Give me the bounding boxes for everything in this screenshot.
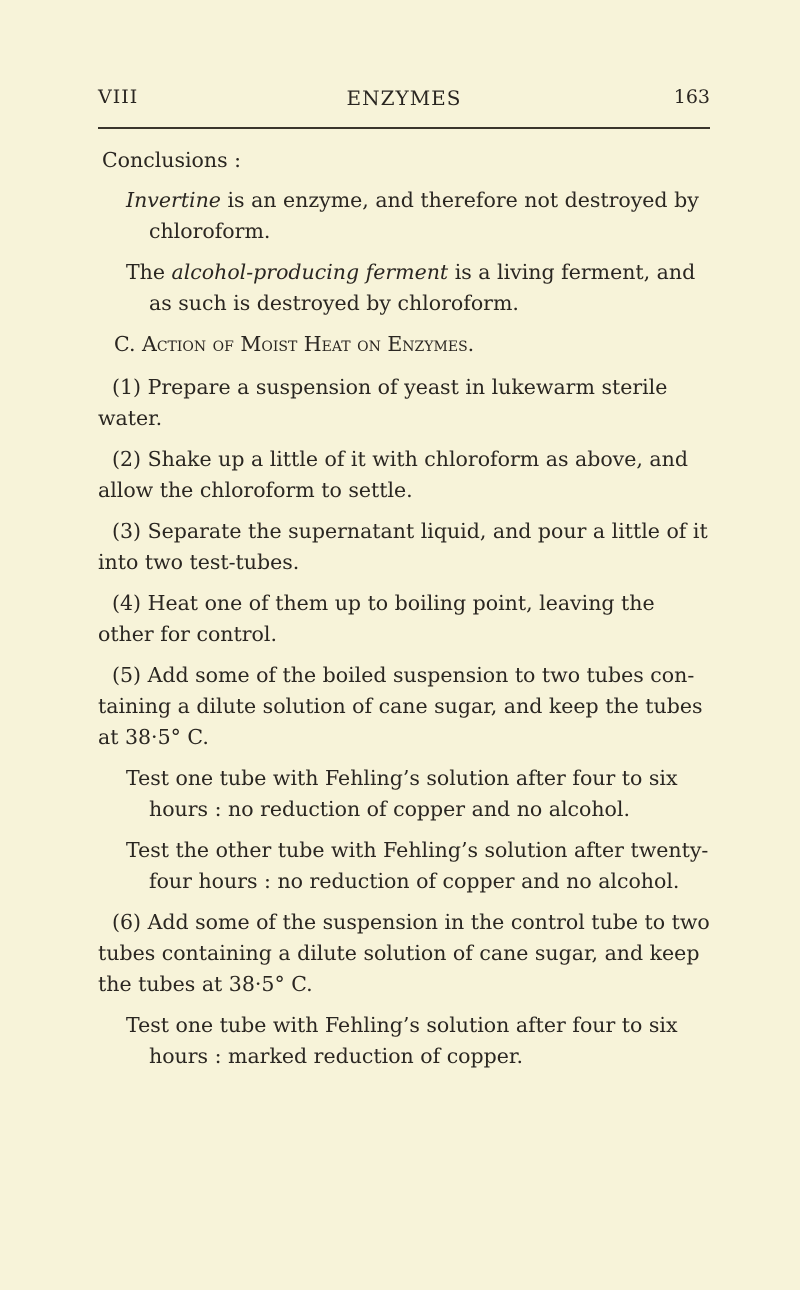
conclusion-invertine-text: is an enzyme, and therefore not destroyed by chloroform. — [149, 188, 699, 243]
step-5-test-1: Test one tube with Fehling’s solution after four to six hours : no reduction of copper and no alcohol. — [126, 766, 678, 821]
step-1 — [98, 372, 710, 434]
step-6 — [98, 907, 710, 1000]
step-3 — [98, 516, 710, 578]
running-title: ENZYMES — [346, 86, 462, 110]
section-letter: C. — [114, 332, 136, 356]
conclusion-ferment-lead: The — [126, 260, 172, 284]
step-2 — [98, 444, 710, 506]
running-header — [98, 86, 710, 116]
page-body — [98, 145, 710, 1082]
conclusion-invertine — [126, 185, 710, 247]
header-rule — [98, 127, 710, 129]
step-6-test-1: Test one tube with Fehling’s solution after four to six hours : marked reduction of copper. — [126, 1013, 678, 1068]
term-alcohol-producing-ferment: alcohol-producing ferment — [171, 260, 449, 284]
step-number: (4) — [112, 591, 142, 615]
conclusions-label: Conclusions : — [102, 148, 242, 172]
step-text: Separate the supernatant liquid, and pour a little of it into two test-tubes. — [98, 519, 708, 574]
step-text: Add some of the boiled suspension to two tubes containing a dilute solution of cane sugar, and keep the tubes at 38·5° C. — [98, 663, 703, 749]
step-text: Shake up a little of it with chloroform as above, and allow the chloroform to settle. — [98, 447, 688, 502]
chapter-number: VIII — [98, 86, 139, 108]
step-text: Add some of the suspension in the control tube to two tubes containing a dilute solution of cane sugar, and keep the tubes at 38·5° C. — [98, 910, 710, 996]
step-5-test-2: Test the other tube with Fehling’s solution after twenty-four hours : no reduction of copper and no alcohol. — [126, 838, 709, 893]
step-number: (5) — [112, 663, 142, 687]
step-4 — [98, 588, 710, 650]
step-number: (6) — [112, 910, 142, 934]
conclusion-ferment-text: is a living ferment, and as such is destroyed by chloroform. — [149, 260, 696, 315]
step-5 — [98, 660, 710, 753]
conclusion-ferment — [126, 257, 710, 319]
step-text: Heat one of them up to boiling point, leaving the other for control. — [98, 591, 655, 646]
step-text: Prepare a suspension of yeast in lukewarm sterile water. — [98, 375, 668, 430]
step-number: (2) — [112, 447, 142, 471]
step-number: (1) — [112, 375, 142, 399]
section-title: Action of Moist Heat on Enzymes. — [142, 332, 475, 356]
term-invertine: Invertine — [126, 188, 221, 212]
step-number: (3) — [112, 519, 142, 543]
section-heading — [114, 329, 710, 360]
page-number: 163 — [673, 86, 710, 108]
